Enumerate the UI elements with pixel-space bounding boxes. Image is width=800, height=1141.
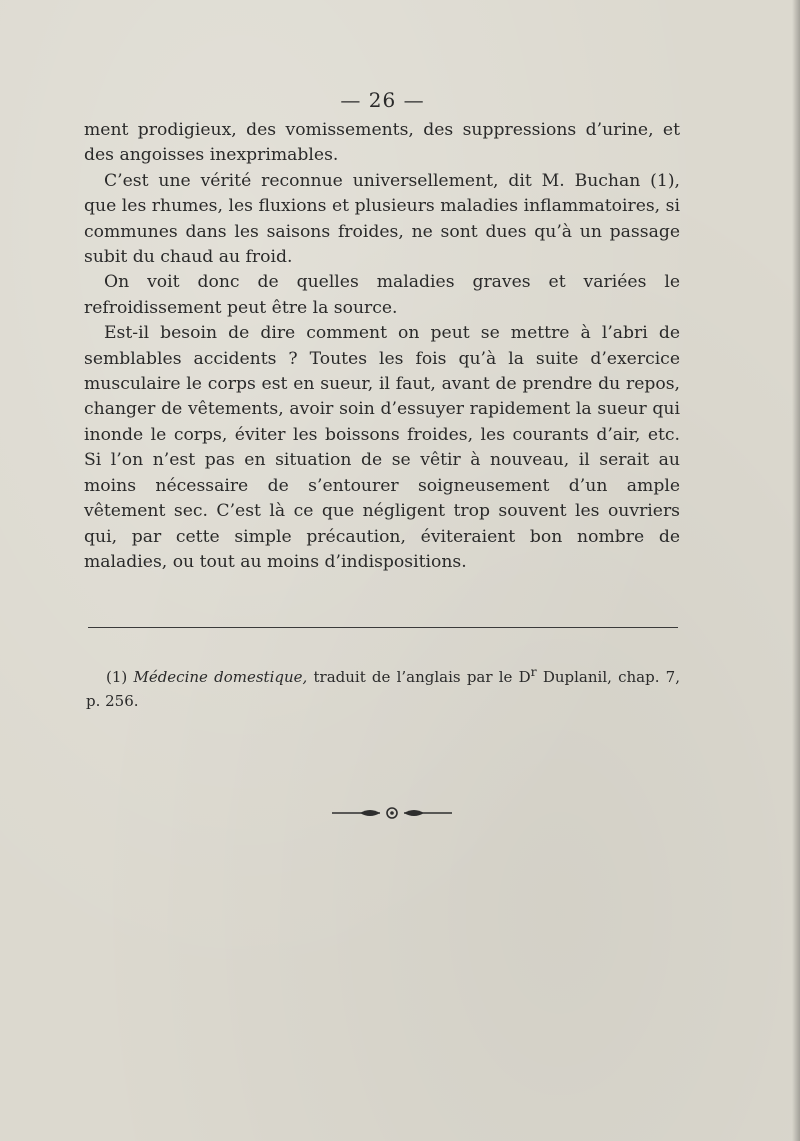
footnote-book-title: Médecine domestique,: [133, 668, 308, 686]
page-number: — 26 —: [340, 88, 425, 112]
footnote-superscript: r: [530, 664, 537, 679]
paragraph-continuation: ment prodigieux, des vomissements, des suppressions d’urine, et des angoisses inexprimables.: [84, 120, 680, 166]
paragraph-buchan-quote: C’est une vérité reconnue universellement, dit M. Buchan (1), que les rhumes, les fluxions et plusieurs maladies inflammatoires, si communes dans les saisons froides, ne sont dues qu’à un passage subit du chaud au froid.: [84, 170, 680, 268]
paragraph-prevention: Est-il besoin de dire comment on peut se mettre à l’abri de semblables accidents ? Toutes les fois qu’à la suite d’exercice musculaire le corps est en sueur, il faut, avant de prendre du repos, changer de vêtements, avoir soin d’essuyer rapidement la sueur qui inonde le corps, éviter les boissons froides, les courants d’air, etc. Si l’on n’est pas en situation de se vêtir à nouveau, il serait au moins nécessaire de s’entourer soigneusement d’un ample vêtement sec. C’est là ce que négligent trop souvent les ouvriers qui, par cette simple précaution, éviteraient bon nombre de maladies, ou tout au moins d’indispositions.: [84, 323, 680, 572]
body-text: [84, 118, 680, 575]
footnote-entry: [86, 660, 680, 713]
footnote-marker: (1): [106, 668, 128, 686]
footnote-text: traduit de l’anglais par le D: [307, 668, 531, 686]
footnote-reference: Duplanil, chap. 7, p. 256.: [86, 668, 680, 710]
paragraph-consequence: On voit donc de quelles maladies graves et variées le refroidissement peut être la source.: [84, 272, 680, 318]
end-ornament-icon: [330, 804, 454, 822]
footnote-divider: [88, 627, 678, 628]
footnote: [86, 660, 680, 713]
page-edge-shadow: [792, 0, 800, 1141]
